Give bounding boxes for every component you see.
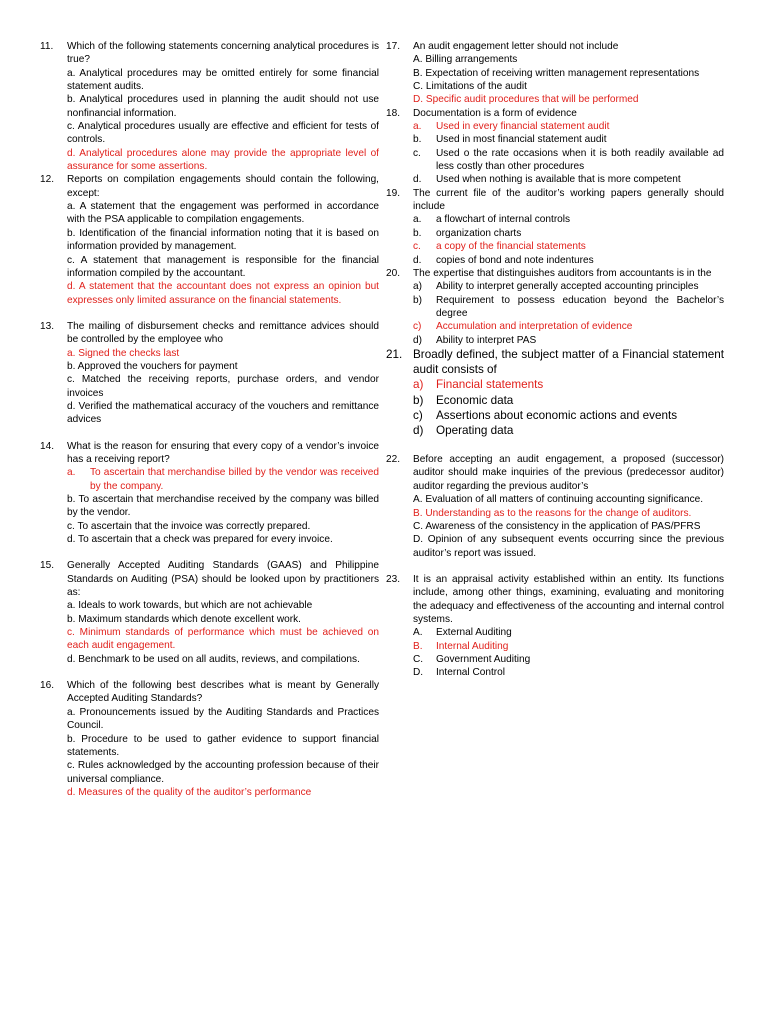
question-17 bbox=[386, 40, 724, 107]
option-letter: c. bbox=[413, 147, 421, 159]
answer-option-correct: c. Minimum standards of performance which must be achieved on each audit engagement. bbox=[67, 627, 379, 652]
answer-option bbox=[413, 334, 724, 347]
option-text: External Auditing bbox=[436, 627, 512, 639]
answer-option bbox=[413, 173, 724, 186]
option-letter: a. bbox=[67, 467, 76, 479]
question-number: 16. bbox=[40, 680, 55, 692]
answer-option bbox=[413, 626, 724, 639]
answer-option: d. To ascertain that a check was prepared for every invoice. bbox=[67, 534, 333, 546]
option-text: Requirement to possess education beyond the Bachelor’s degree bbox=[436, 294, 724, 319]
question-header bbox=[40, 173, 379, 200]
question-stem: The expertise that distinguishes auditors from accountants is in the bbox=[413, 267, 712, 279]
option-text: a copy of the financial statements bbox=[436, 241, 586, 253]
answer-options bbox=[386, 120, 724, 187]
answer-option: c. Analytical procedures usually are effective and efficient for tests of controls. bbox=[67, 121, 379, 146]
option-text: Financial statements bbox=[436, 378, 544, 392]
option-text: Accumulation and interpretation of evidence bbox=[436, 321, 633, 333]
question-header bbox=[40, 320, 379, 347]
option-letter: d) bbox=[413, 423, 424, 437]
answer-option: b. Maximum standards which denote excellent work. bbox=[67, 613, 301, 625]
question-18 bbox=[386, 107, 724, 187]
option-letter: C. bbox=[413, 653, 424, 665]
option-letter: d. bbox=[413, 174, 422, 186]
question-header bbox=[386, 107, 724, 120]
option-text: Used when nothing is available that is more competent bbox=[436, 174, 681, 186]
answer-option-correct: a. Signed the checks last bbox=[67, 347, 180, 359]
question-stem: It is an appraisal activity established within an entity. Its functions include, among other things, examining, evaluating and monitoring the adequacy and effectiveness of the accounting and internal control systems. bbox=[413, 573, 724, 625]
answer-option bbox=[413, 408, 724, 423]
answer-option-correct bbox=[413, 240, 724, 253]
answer-options bbox=[386, 213, 724, 266]
question-number: 18. bbox=[386, 107, 401, 119]
question-22 bbox=[386, 453, 724, 560]
question-stem: Which of the following best describes what is meant by Generally Accepted Auditing Standards? bbox=[67, 680, 379, 705]
question-stem: Before accepting an audit engagement, a proposed (successor) auditor should make inquiries of the previous (predecessor auditor) auditor regarding the previous auditor’s bbox=[413, 454, 724, 492]
option-letter: b. bbox=[413, 134, 422, 146]
option-letter: a. bbox=[413, 214, 422, 226]
question-number: 19. bbox=[386, 187, 401, 199]
option-text: Economic data bbox=[436, 393, 514, 407]
question-stem: Generally Accepted Auditing Standards (GAAS) and Philippine Standards on Auditing (PSA) should be looked upon by practitioners as: bbox=[67, 560, 379, 599]
answer-option bbox=[413, 666, 724, 679]
option-text: To ascertain that merchandise billed by the vendor was received by the company. bbox=[90, 467, 379, 492]
answer-option: b. Procedure to be used to gather evidence to support financial statements. bbox=[67, 733, 379, 758]
answer-option-correct bbox=[413, 120, 724, 133]
option-letter: b. bbox=[413, 227, 422, 239]
option-letter: d. bbox=[413, 254, 422, 266]
answer-option: d. Benchmark to be used on all audits, reviews, and compilations. bbox=[67, 653, 360, 665]
question-number: 12. bbox=[40, 174, 55, 186]
option-text: Used in every financial statement audit bbox=[436, 121, 610, 133]
option-text: Ability to interpret PAS bbox=[436, 334, 537, 346]
answer-option-correct bbox=[413, 640, 724, 653]
answer-option: C. Awareness of the consistency in the application of PAS/PFRS bbox=[413, 520, 701, 532]
answer-option: d. Verified the mathematical accuracy of the vouchers and remittance advices bbox=[67, 400, 379, 426]
answer-option bbox=[413, 393, 724, 408]
question-20 bbox=[386, 267, 724, 347]
answer-option-correct: d. A statement that the accountant does not express an opinion but expresses only limited assurance on the financial statements. bbox=[67, 281, 379, 306]
question-21 bbox=[386, 347, 724, 438]
answer-option: a. Pronouncements issued by the Auditing Standards and Practices Council. bbox=[67, 706, 379, 732]
question-stem: The mailing of disbursement checks and remittance advices should be controlled by the employee who bbox=[67, 320, 379, 346]
answer-option bbox=[413, 423, 724, 438]
question-stem: An audit engagement letter should not include bbox=[413, 41, 619, 52]
answer-options bbox=[386, 280, 724, 347]
answer-options bbox=[386, 377, 724, 438]
answer-option-correct: d. Measures of the quality of the auditor’s performance bbox=[67, 786, 312, 798]
option-letter: c. bbox=[413, 241, 421, 253]
question-header bbox=[40, 679, 379, 706]
answer-options bbox=[40, 200, 379, 307]
answer-option-correct: D. Specific audit procedures that will be performed bbox=[413, 94, 639, 106]
question-number: 14. bbox=[40, 440, 55, 452]
option-text: organization charts bbox=[436, 227, 522, 239]
answer-option: A. Billing arrangements bbox=[413, 54, 518, 66]
question-header bbox=[40, 559, 379, 599]
left-column bbox=[40, 40, 379, 799]
answer-option: b. Identification of the financial information noting that it is based on information provided by management. bbox=[67, 227, 379, 253]
answer-option bbox=[413, 213, 724, 226]
question-13 bbox=[40, 320, 379, 427]
question-number: 17. bbox=[386, 41, 401, 52]
question-stem: What is the reason for ensuring that every copy of a vendor’s invoice has a receiving report? bbox=[67, 440, 379, 465]
answer-option: A. Evaluation of all matters of continuing accounting significance. bbox=[413, 494, 704, 506]
answer-option-correct bbox=[413, 320, 724, 333]
question-23 bbox=[386, 573, 724, 680]
answer-option bbox=[413, 294, 724, 321]
option-text: Government Auditing bbox=[436, 653, 531, 665]
question-stem: Reports on compilation engagements should contain the following, except: bbox=[67, 174, 379, 199]
answer-option bbox=[413, 147, 724, 174]
question-19 bbox=[386, 187, 724, 267]
option-letter: b) bbox=[413, 294, 422, 306]
option-text: Used in most financial statement audit bbox=[436, 134, 607, 146]
option-letter: d) bbox=[413, 334, 422, 346]
option-letter: c) bbox=[413, 408, 423, 422]
answer-option: B. Expectation of receiving written management representations bbox=[413, 67, 700, 79]
question-header bbox=[386, 187, 724, 214]
answer-options bbox=[40, 706, 379, 799]
option-text: copies of bond and note indentures bbox=[436, 254, 594, 266]
answer-option: b. To ascertain that merchandise received by the company was billed by the vendor. bbox=[67, 494, 379, 519]
answer-options bbox=[40, 347, 379, 427]
answer-option-correct: d. Analytical procedures alone may provide the appropriate level of assurance for some assertions. bbox=[67, 147, 379, 173]
option-text: Ability to interpret generally accepted accounting principles bbox=[436, 281, 699, 293]
answer-options bbox=[386, 53, 724, 106]
answer-option: c. To ascertain that the invoice was correctly prepared. bbox=[67, 520, 311, 532]
answer-option: b. Approved the vouchers for payment bbox=[67, 360, 238, 372]
question-number: 23. bbox=[386, 573, 401, 585]
question-15 bbox=[40, 559, 379, 666]
answer-option bbox=[413, 280, 724, 293]
option-text: Assertions about economic actions and events bbox=[436, 408, 678, 422]
question-number: 21. bbox=[386, 347, 403, 361]
question-header bbox=[386, 347, 724, 377]
answer-option bbox=[413, 227, 724, 240]
question-header bbox=[40, 440, 379, 467]
question-header bbox=[40, 40, 379, 67]
answer-option: a. A statement that the engagement was performed in accordance with the PSA applicable to compilation engagements. bbox=[67, 201, 379, 226]
question-header bbox=[386, 573, 724, 626]
question-header bbox=[386, 453, 724, 493]
question-12 bbox=[40, 173, 379, 306]
answer-option-correct bbox=[413, 377, 724, 392]
answer-option-correct: B. Understanding as to the reasons for the change of auditors. bbox=[413, 507, 692, 519]
answer-option: c. Matched the receiving reports, purchase orders, and vendor invoices bbox=[67, 374, 379, 399]
answer-option: c. Rules acknowledged by the accounting profession because of their universal compliance. bbox=[67, 760, 379, 785]
answer-option bbox=[413, 254, 724, 267]
answer-option: c. A statement that management is responsible for the financial information compiled by the accountant. bbox=[67, 254, 379, 279]
question-number: 20. bbox=[386, 267, 401, 279]
question-number: 22. bbox=[386, 454, 401, 466]
option-text: Operating data bbox=[436, 423, 514, 437]
answer-options bbox=[386, 626, 724, 679]
right-column bbox=[386, 40, 724, 680]
option-text: Internal Control bbox=[436, 667, 506, 679]
question-11 bbox=[40, 40, 379, 173]
answer-option-correct bbox=[67, 466, 379, 493]
question-number: 13. bbox=[40, 320, 55, 332]
question-14 bbox=[40, 440, 379, 547]
question-number: 11. bbox=[40, 41, 54, 52]
question-16 bbox=[40, 679, 379, 799]
question-stem: Documentation is a form of evidence bbox=[413, 107, 577, 119]
answer-options bbox=[386, 493, 724, 560]
question-header bbox=[386, 267, 724, 280]
option-letter: a. bbox=[413, 121, 422, 133]
question-header bbox=[386, 40, 724, 53]
answer-option: C. Limitations of the audit bbox=[413, 81, 527, 93]
answer-options bbox=[40, 599, 379, 666]
option-text: Internal Auditing bbox=[436, 640, 509, 652]
option-letter: a) bbox=[413, 378, 424, 392]
answer-option bbox=[413, 133, 724, 146]
option-letter: a) bbox=[413, 281, 422, 293]
answer-option: D. Opinion of any subsequent events occurring since the previous auditor’s report was issued. bbox=[413, 534, 724, 559]
question-stem: The current file of the auditor’s working papers generally should include bbox=[413, 187, 724, 213]
answer-option: a. Analytical procedures may be omitted entirely for some financial statement audits. bbox=[67, 67, 379, 93]
answer-option: b. Analytical procedures used in planning the audit should not use nonfinancial information. bbox=[67, 94, 379, 119]
answer-option bbox=[413, 653, 724, 666]
answer-option: a. Ideals to work towards, but which are not achievable bbox=[67, 600, 313, 612]
option-letter: B. bbox=[413, 640, 423, 652]
option-text: Used o the rate occasions when it is both readily available ad less costly than other procedures bbox=[436, 147, 724, 173]
question-stem: Which of the following statements concerning analytical procedures is true? bbox=[67, 41, 379, 66]
answer-options bbox=[40, 67, 379, 174]
question-stem: Broadly defined, the subject matter of a Financial statement audit consists of bbox=[413, 347, 724, 377]
option-letter: A. bbox=[413, 627, 423, 639]
option-text: a flowchart of internal controls bbox=[436, 214, 571, 226]
option-letter: b) bbox=[413, 393, 424, 407]
option-letter: D. bbox=[413, 667, 424, 679]
option-letter: c) bbox=[413, 321, 422, 333]
answer-options bbox=[40, 466, 379, 546]
question-number: 15. bbox=[40, 560, 55, 572]
